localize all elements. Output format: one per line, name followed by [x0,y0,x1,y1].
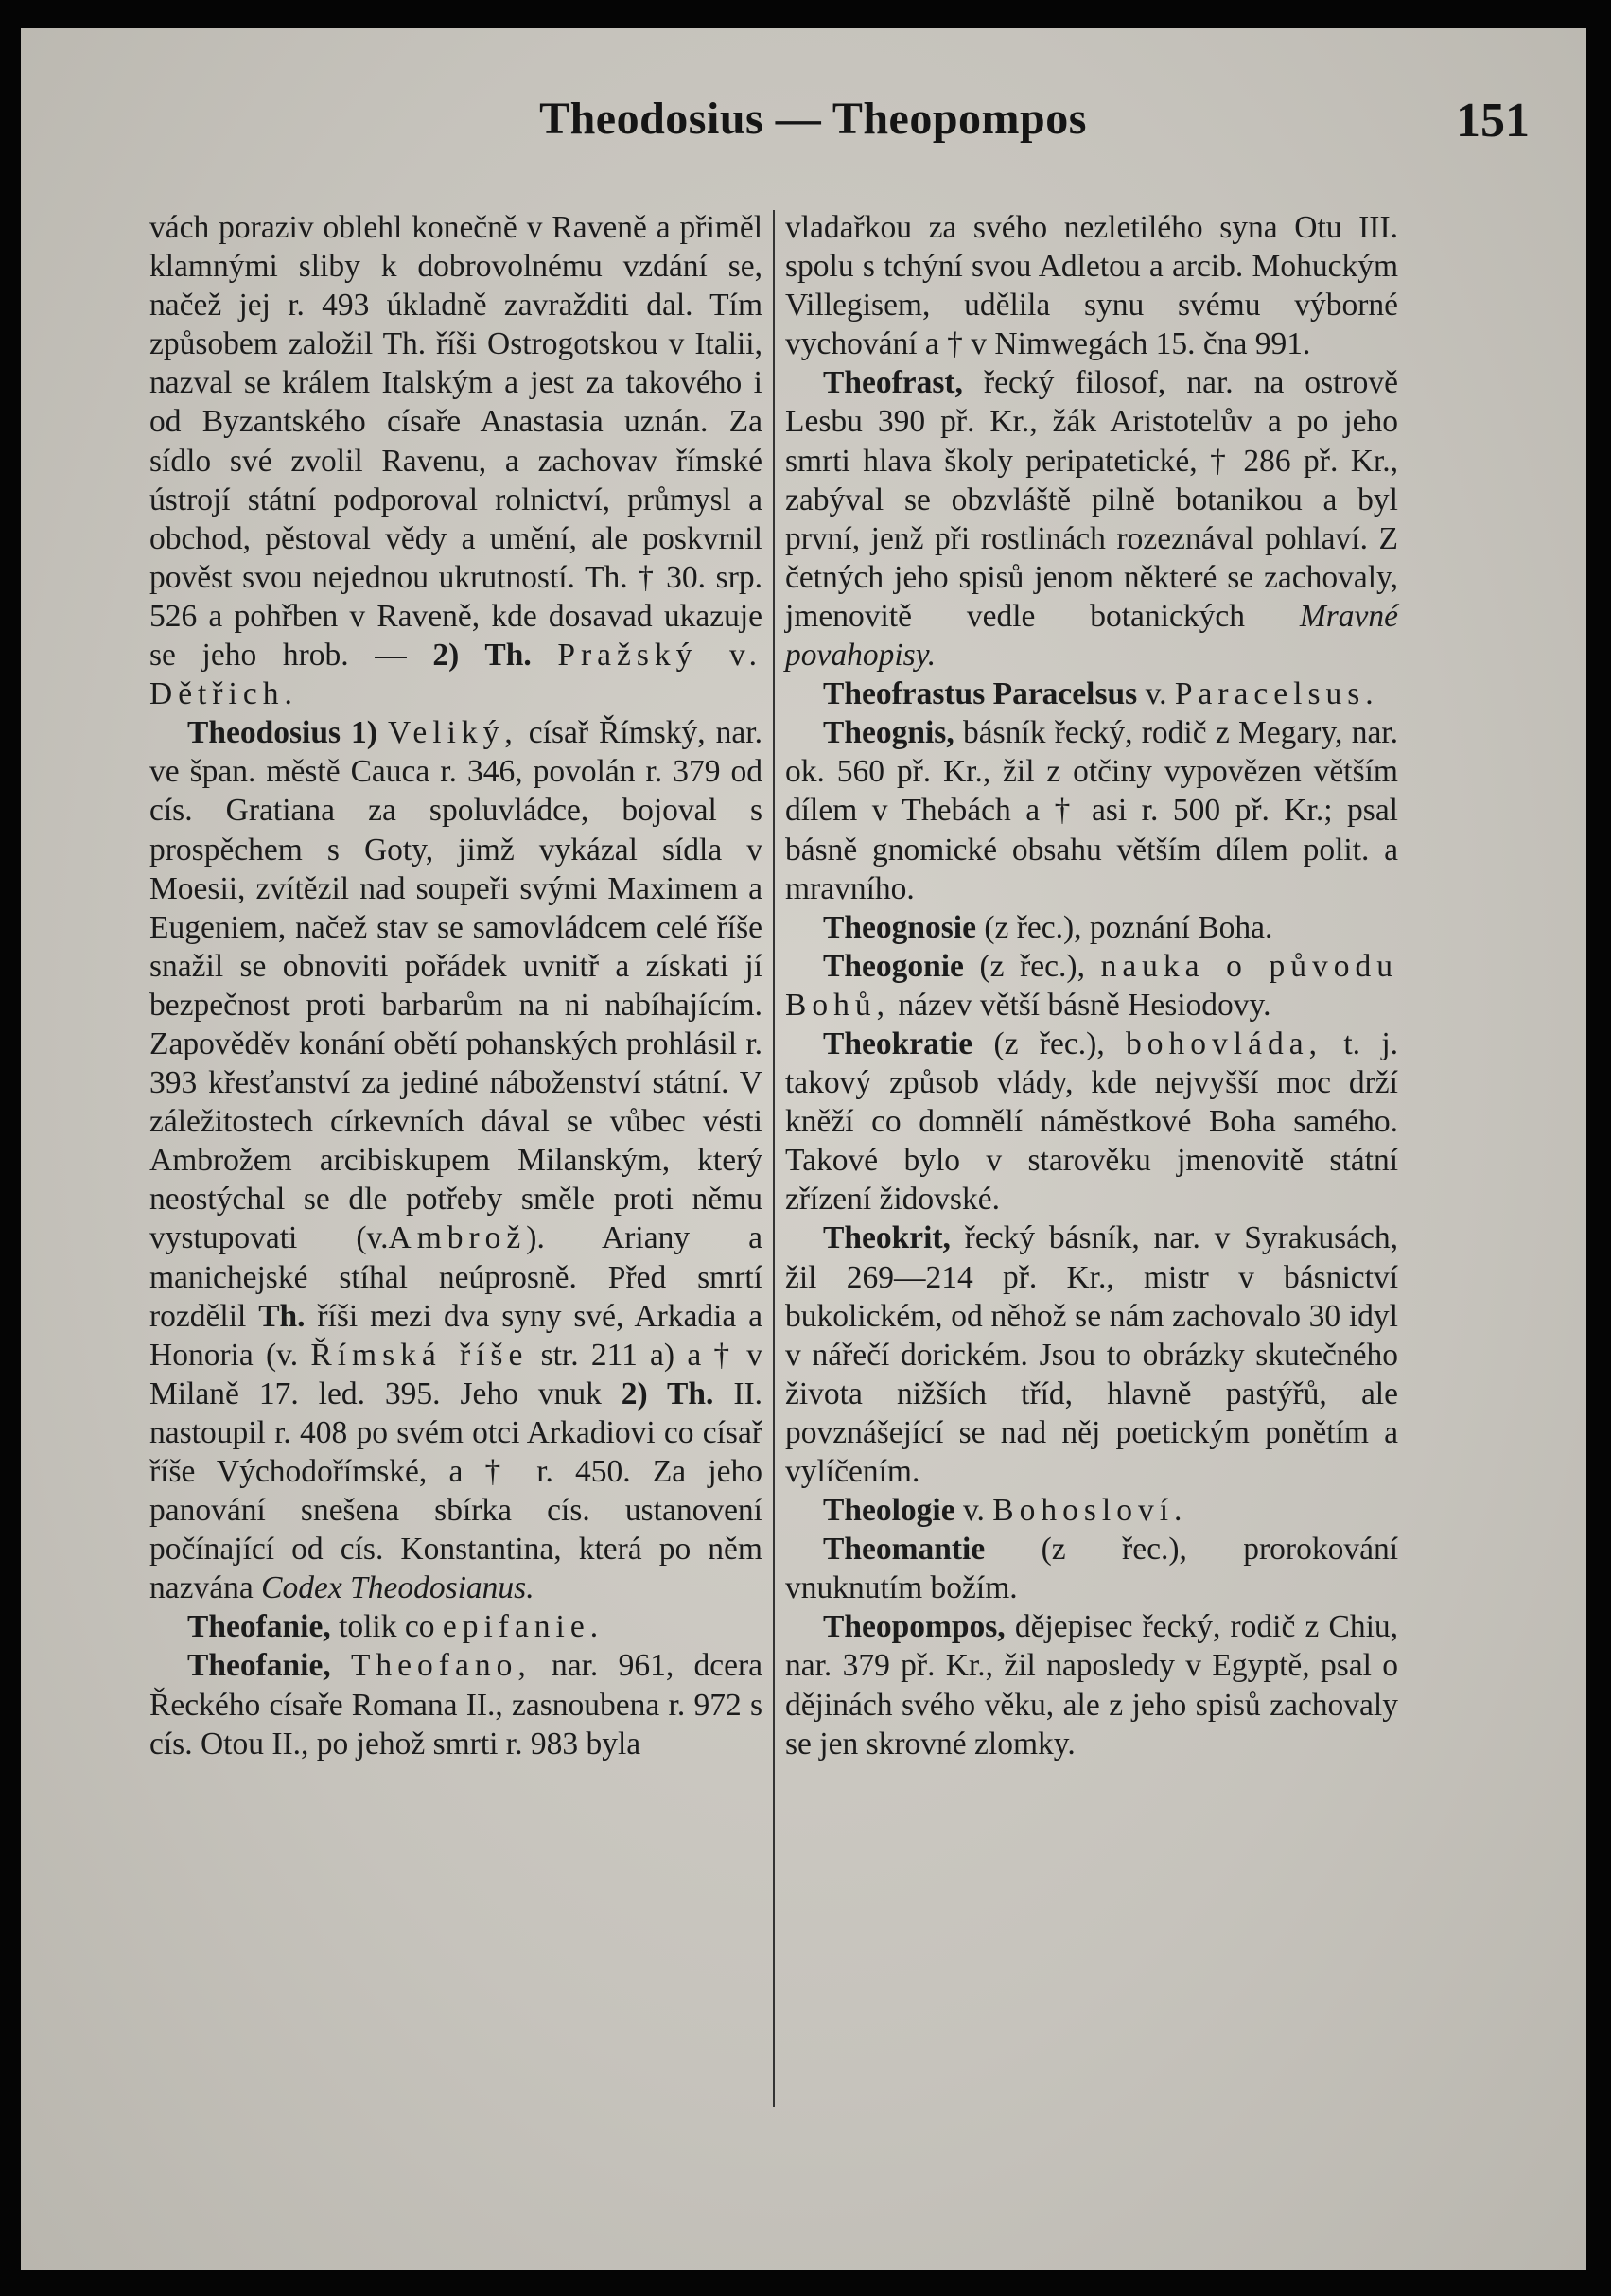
header-title: Theodosius — Theopompos [539,94,1087,144]
running-header [153,93,1530,168]
headword: Theopompos, [823,1609,1006,1645]
entry-theodorich-continuation: vách poraziv oblehl konečně v Raveně a přiměl klamnými sliby k dobrovolnému vzdání se, načež jej r. 493 úkladně zavražditi dal. Tím způsobem založil Th. říši Ostrogotskou v Italii, nazval se králem Italským a jest za takového i od Byzantského císaře Anastasia uznán. Za sídlo své zvolil Ravenu, a zachovav římské ústrojí státní podporoval rolnictví, průmysl a obchod, pěstoval vědy a umění, ale poskvrnil pověst svou nejednou ukrutností. Th. † 30. srp. 526 a pohřben v Raveně, kde dosavad ukazuje se jeho hrob. — 2) Th. Pražský v. Dětřich. [149,210,763,712]
headword: Theokratie [823,1025,973,1061]
entry-theopompos: Theopompos, dějepisec řecký, rodič z Chiu, nar. 379 př. Kr., žil naposledy v Egyptě, psal o dějinách svého věku, ale z jeho spisů zachovaly se jen skrovné zlomky. [785,1609,1399,1761]
entry-theokrit: Theokrit, řecký básník, nar. v Syrakusách, žil 269—214 př. Kr., mistr v básnictví bukolickém, od něhož se nám zachovalo 30 idyl v nářečí dorickém. Jsou to obrázky skutečného života nižších tříd, hlavně pastýřů, ale povznášející se nad něj poetickým ponětím a vylíčením. [785,1220,1398,1489]
column-divider [773,210,775,2107]
entry-theofrast: Theofrast, řecký filosof, nar. na ostrově Lesbu 390 př. Kr., žák Aristotelův a po jeho smrti hlava školy peripatetické, † 286 př. Kr., zabýval se obzvláště pilně botanikou a byl první, jenž při rostlinách rozeznával pohlaví. Z četných jeho spisů jenom některé se zachovaly, jmenovitě vedle botanických Mravné povahopisy. [785,365,1398,674]
entry-theofanie-1: Theofanie, tolik co epifanie. [187,1609,604,1645]
entry-theogonie: Theogonie (z řec.), nauka o původu Bohů, název větší básně Hesiodovy. [785,948,1399,1023]
headword: Theognis, [823,715,954,751]
entry-theomantie: Theomantie (z řec.), prorokování vnuknutím božím. [785,1532,1398,1606]
headword: Theofrastus Paracelsus [823,676,1138,712]
right-column [785,208,1398,1763]
entry-theofrastus-paracelsus: Theofrastus Paracelsus v. Paracelsus. [823,676,1379,712]
entry-theodosius: Theodosius 1) Veliký, císař Římský, nar. ve špan. městě Cauca r. 346, povolán r. 379 od cís. Gratiana za spoluvládce, bojoval s prospěchem s Goty, jimž vykázal sídla v Moesii, zvítězil nad soupeři svými Maximem a Eugeniem, načež stav se samovládcem celé říše snažil se obnoviti pořádek uvnitř a získati jí bezpečnost proti barbarům na ni nabíhajícím. Zapověděv konání obětí pohanských prohlásil r. 393 křesťanství za jediné náboženství státní. V záležitostech církevních dával se vůbec vésti Ambrožem arcibiskupem Milanským, který neostýchal se dle potřeby směle proti němu vystupovati (v.Ambrož). Ariany a manichejské stíhal neúprosně. Před smrtí rozdělil Th. říši mezi dva syny své, Arkadia a Honoria (v. Římská říše str. 211 a) a † v Milaně 17. led. 395. Jeho vnuk 2) Th. II. nastoupil r. 408 po svém otci Arkadiovi co císař říše Východořímské, a † r. 450. Za jeho panování snešena sbírka cís. ustanovení počínající od cís. Konstantina, která po něm nazvána Codex Theodosianus. [149,715,763,1606]
entry-theofanie-2: Theofanie, Theofano, nar. 961, dcera Řeckého císaře Romana II., zasnoubena r. 972 s cís. Otou II., po jehož smrti r. 983 byla [149,1648,762,1761]
entry-theofanie-continuation: vladařkou za svého nezletilého syna Otu III. spolu s tchýní svou Adletou a arcib. Mohuckým Villegisem, udělila synu svému výborné vychování a † v Nimwegách 15. čna 991. [785,210,1398,362]
headword: Theomantie [823,1532,986,1568]
headword: Theogonie [823,948,964,984]
headword: Theofrast, [823,365,963,401]
entry-theognosie: Theognosie (z řec.), poznání Boha. [823,909,1273,945]
headword: Theokrit, [823,1220,951,1256]
page-number: 151 [1456,94,1530,148]
book-page [21,28,1586,2270]
entry-theognis: Theognis, básník řecký, rodič z Megary, nar. ok. 560 př. Kr., žil z otčiny vypovězen větším dílem v Thebách a † asi r. 500 př. Kr.; psal básně gnomické obsahu větším dílem polit. a mravního. [785,715,1398,906]
left-column [149,208,762,1763]
headword: Theologie [823,1493,955,1529]
headword: Theodosius [187,715,341,751]
entry-theokratie: Theokratie (z řec.), bohovláda, t. j. takový způsob vlády, kde nejvyšší moc drží kněží co domnělí náměstkové Boha samého. Takové bylo v starověku jmenovitě státní zřízení židovské. [785,1025,1399,1218]
headword: Theognosie [823,909,976,945]
headword: Theofanie, [187,1648,331,1684]
entry-theologie: Theologie v. Bohosloví. [823,1493,1188,1529]
headword: Theofanie, [187,1609,331,1645]
